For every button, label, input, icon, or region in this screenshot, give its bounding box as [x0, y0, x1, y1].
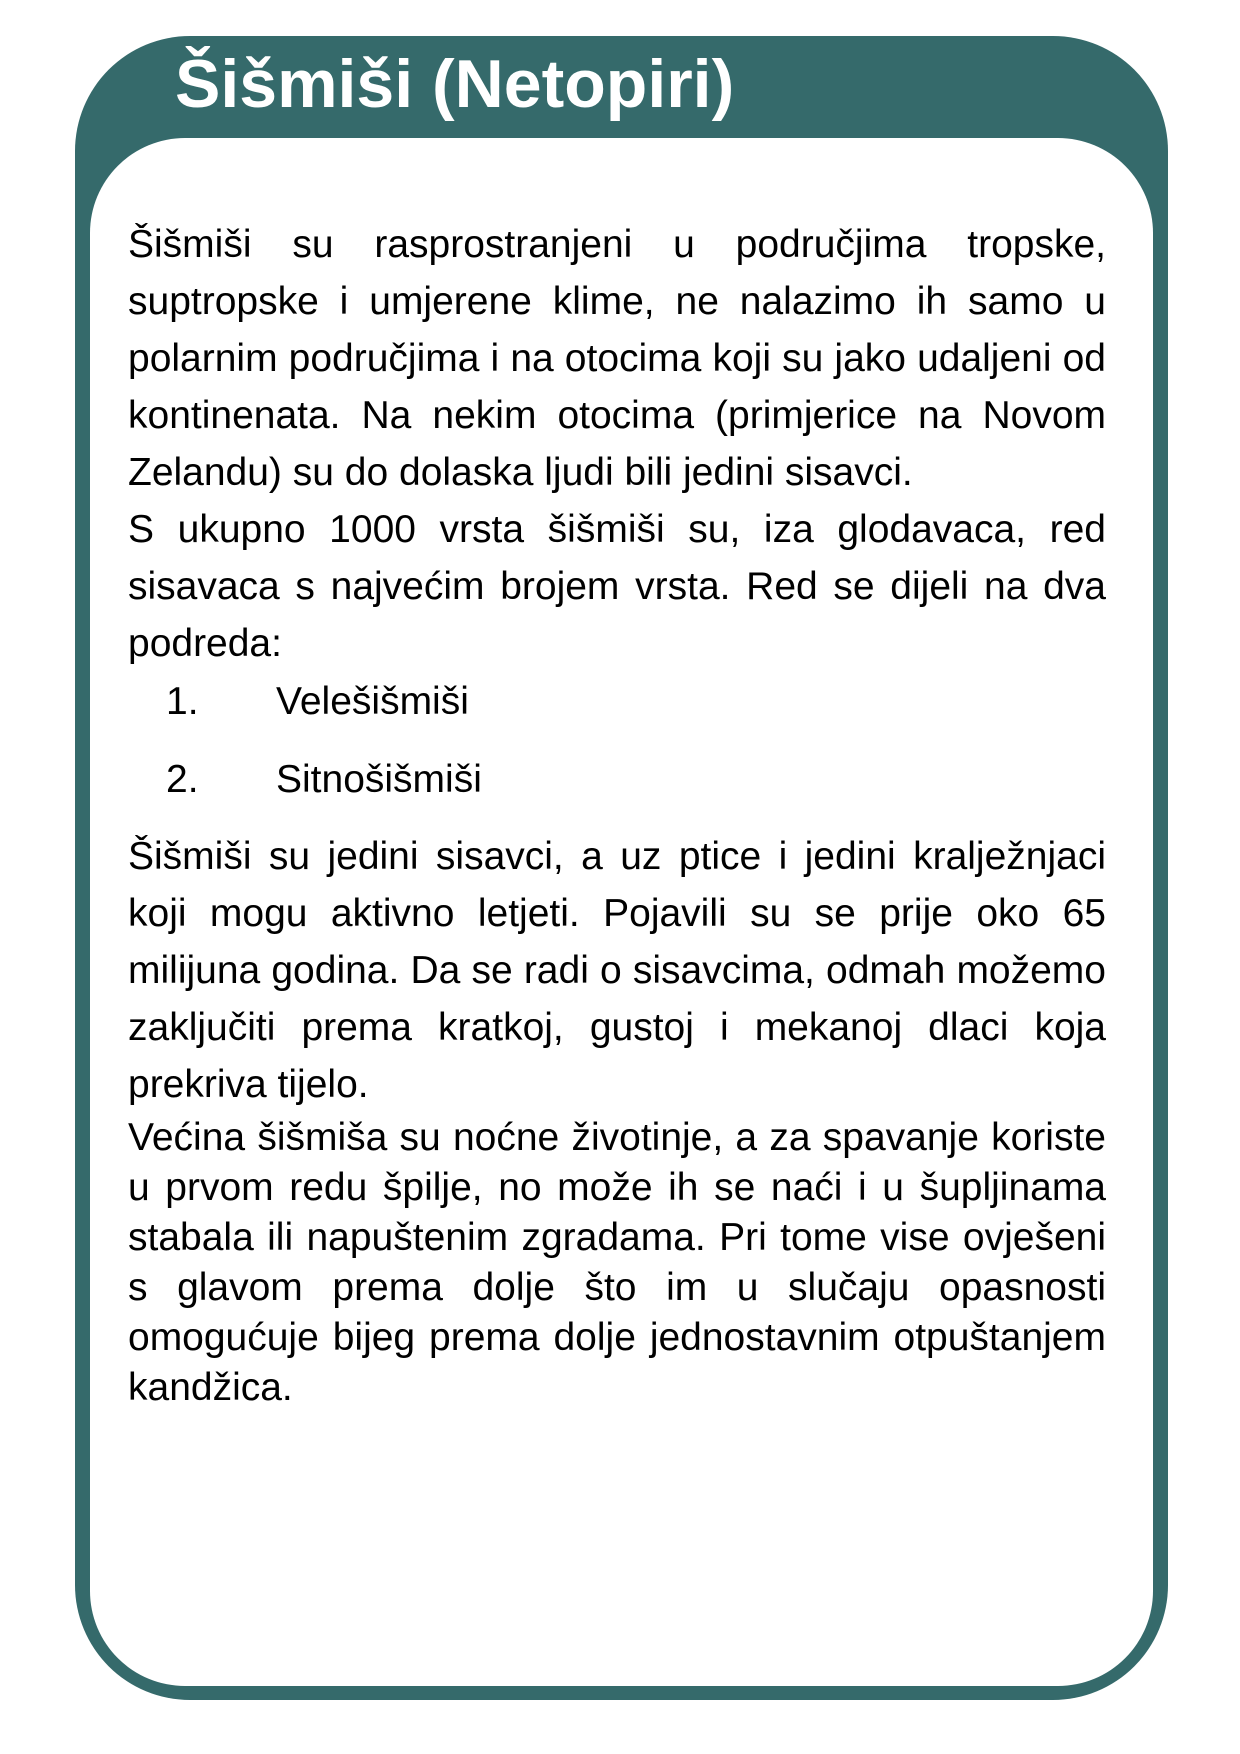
paragraph-distribution: Šišmiši su rasprostranjeni u područjima tropske, suptropske i umjerene klime, ne nalazimo ih samo u polarnim područjima i na otocima koji su jako udaljeni od kontinenata. Na nekim otocima (primjerice na Novom Zelandu) su do dolaska ljudi bili jedini sisavci. — [128, 223, 1106, 494]
paragraph-flight: Šišmiši su jedini sisavci, a uz ptice i jedini kralježnjaci koji mogu aktivno letjeti. Pojavili su se prije oko 65 milijuna godina. Da se radi o sisavcima, odmah možemo zaključiti prema kratkoj, gustoj i mekanoj dlaci koja prekriva tijelo. — [128, 835, 1106, 1106]
list-item — [128, 673, 1106, 730]
suborder-list — [128, 673, 1106, 808]
content-area — [128, 216, 1106, 1413]
paragraph-species: S ukupno 1000 vrsta šišmiši su, iza glodavaca, red sisavaca s najvećim brojem vrsta. Red se dijeli na dva podreda: — [128, 508, 1106, 665]
paragraph-habits: Većina šišmiša su noćne životinje, a za spavanje koriste u prvom redu špilje, no može ih se naći i u šupljinama stabala ili napuštenim zgradama. Pri tome vise ovješeni s glavom prema dolje što im u slučaju opasnosti omogućuje bijeg prema dolje jednostavnim otpuštanjem kandžica. — [128, 1116, 1106, 1409]
list-number: 2. — [166, 758, 199, 801]
list-text: Velešišmiši — [276, 680, 469, 723]
list-text: Sitnošišmiši — [276, 758, 482, 801]
list-number: 1. — [166, 680, 199, 723]
page-title: Šišmiši (Netopiri) — [175, 46, 735, 122]
list-item — [128, 751, 1106, 808]
